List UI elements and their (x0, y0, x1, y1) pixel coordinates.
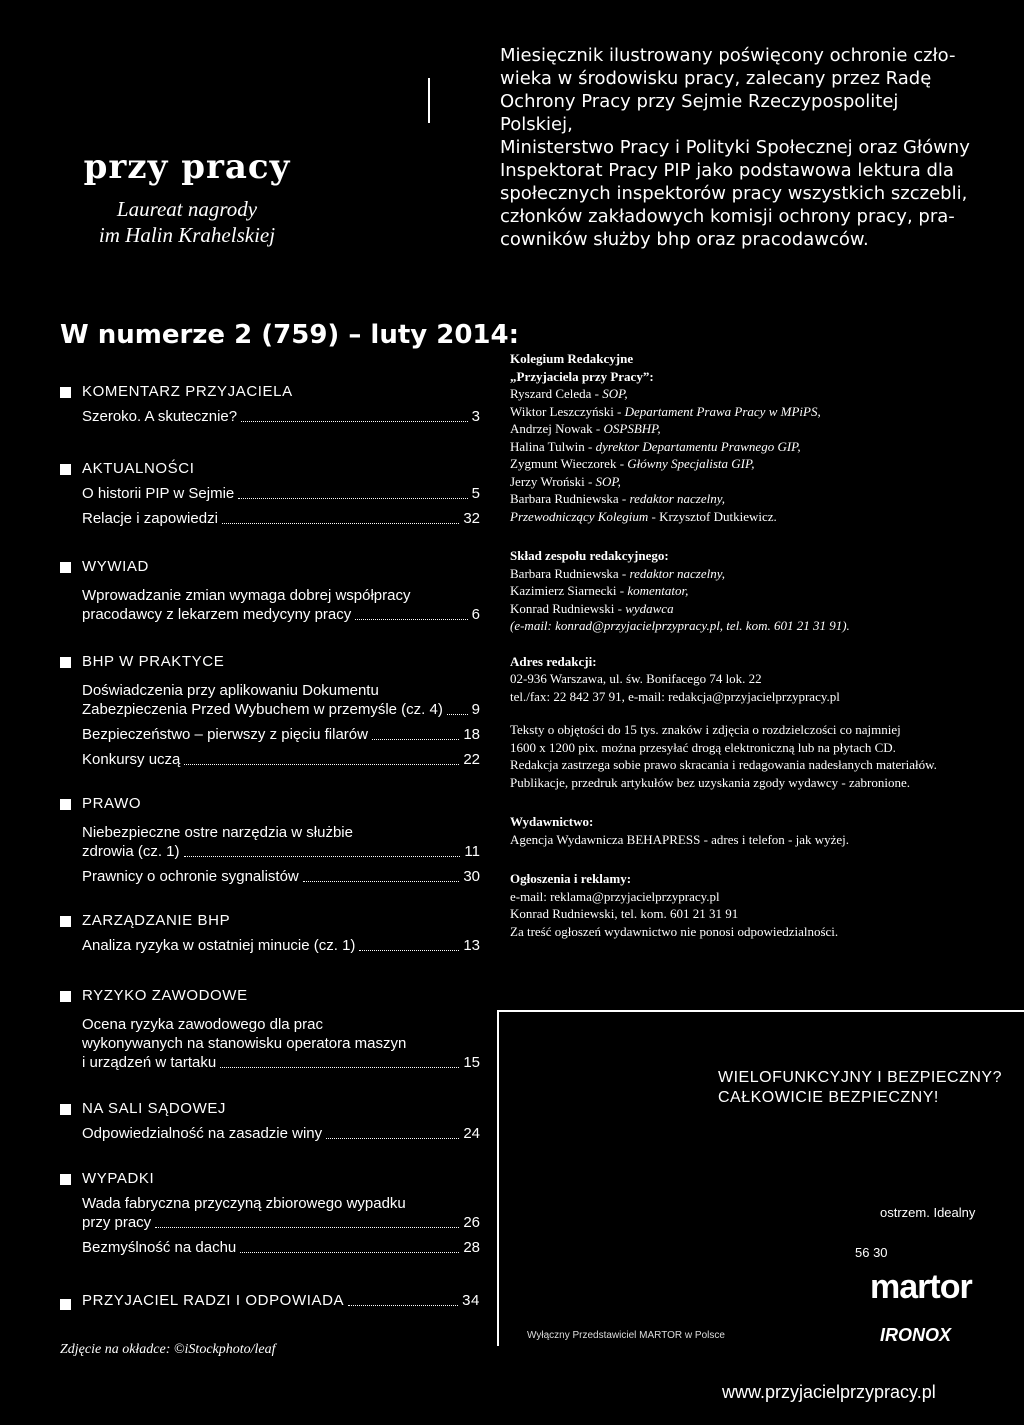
toc-section-wypadki (60, 1170, 480, 1257)
page-number: 28 (463, 1239, 480, 1256)
terms-line: 1600 x 1200 pix. można przesyłać drogą elektroniczną lub na płytach CD. (510, 739, 896, 755)
toc-entry[interactable]: Doświadczenia przy aplikowaniu Dokumentu Zabezpieczenia Przed Wybuchem w przemyśle (cz. 4) 9 (82, 682, 480, 718)
page-number: 30 (463, 868, 480, 885)
board-chair: Przewodniczący Kolegium - Krzysztof Dutkiewicz. (510, 508, 777, 524)
section-title: PRAWO (60, 795, 480, 813)
team-member: Kazimierz Siarnecki - komentator, (510, 583, 689, 598)
address-line: 02-936 Warszawa, ul. św. Bonifacego 74 lok. 22 (510, 671, 762, 686)
mission-line: Ministerstwo Pracy i Polityki Społecznej oraz Główny (500, 137, 970, 158)
ad-headline: WIELOFUNKCYJNY I BEZPIECZNY? CAŁKOWICIE BEZPIECZNY! (718, 1069, 1002, 1106)
board-heading-2: „Przyjaciela przy Pracy”: (510, 368, 654, 384)
award-caption (62, 196, 312, 248)
square-bullet-icon (60, 799, 71, 810)
page-number: 34 (462, 1292, 480, 1309)
vertical-rule (428, 78, 430, 123)
submission-terms (510, 721, 980, 791)
section-title: PRZYJACIEL RADZI I ODPOWIADA 34 (60, 1292, 480, 1310)
toc-entry[interactable]: Analiza ryzyka w ostatniej minucie (cz. 1) 13 (82, 937, 480, 954)
toc-section-przyjaciel-radzi[interactable] (60, 1292, 480, 1310)
section-title: NA SALI SĄDOWEJ (60, 1100, 480, 1118)
square-bullet-icon (60, 1174, 71, 1185)
toc-entry[interactable]: Szeroko. A skutecznie? 3 (82, 408, 480, 425)
toc-entry[interactable]: Niebezpieczne ostre narzędzia w służbie zdrowia (cz. 1) 11 (82, 824, 480, 860)
toc-entry[interactable]: Relacje i zapowiedzi 32 (82, 510, 480, 527)
toc-entry[interactable]: O historii PIP w Sejmie 5 (82, 485, 480, 502)
address-contact: tel./fax: 22 842 37 91, e-mail: redakcja@przyjacielprzypracy.pl (510, 688, 840, 704)
mission-line: Ochrony Pracy przy Sejmie Rzeczypospolitej Polskiej, (500, 91, 899, 135)
toc-section-aktualnosci (60, 460, 480, 528)
advertising-info (510, 870, 980, 940)
toc-section-bhp-w-praktyce (60, 653, 480, 769)
page-number: 18 (463, 726, 480, 743)
board-member: Barbara Rudniewska - redaktor naczelny, (510, 491, 726, 506)
terms-line: Redakcja zastrzega sobie prawo skracania i redagowania nadesłanych materiałów. (510, 757, 937, 772)
ad-phone: 56 30 (855, 1245, 888, 1260)
toc-section-ryzyko-zawodowe (60, 987, 480, 1072)
toc-section-zarzadzanie-bhp (60, 912, 480, 955)
toc-entry[interactable]: Wada fabryczna przyczyną zbiorowego wypadku przy pracy 26 (82, 1195, 480, 1231)
page-number: 22 (463, 751, 480, 768)
page-number: 26 (463, 1214, 480, 1231)
section-title: KOMENTARZ PRZYJACIELA (60, 383, 480, 401)
page-number: 6 (471, 606, 480, 623)
website-link[interactable]: www.przyjacielprzypracy.pl (722, 1382, 936, 1402)
publisher-name: Agencja Wydawnicza BEHAPRESS - adres i telefon - jak wyżej. (510, 831, 850, 847)
mission-statement (500, 44, 970, 251)
mission-line: cowników służby bhp oraz pracodawców. (500, 229, 869, 250)
team-member: Konrad Rudniewski - wydawca (510, 600, 674, 616)
editorial-info (510, 350, 980, 956)
team-heading: Skład zespołu redakcyjnego: (510, 548, 669, 563)
board-heading: Kolegium Redakcyjne (510, 351, 634, 366)
award-line-2: im Halin Krahelskiej (98, 223, 276, 247)
issue-heading: W numerze 2 (759) – luty 2014: (60, 320, 520, 350)
section-title: ZARZĄDZANIE BHP (60, 912, 480, 930)
page-number: 9 (471, 701, 480, 718)
toc-section-komentarz (60, 383, 480, 426)
square-bullet-icon (60, 387, 71, 398)
address-heading: Adres redakcji: (510, 653, 597, 669)
distributor-note: Wyłączny Przedstawiciel MARTOR w Polsce (527, 1330, 725, 1341)
page-number: 5 (471, 485, 480, 502)
page-number: 13 (463, 937, 480, 954)
square-bullet-icon (60, 464, 71, 475)
publisher-info (510, 813, 980, 848)
toc-section-wywiad (60, 558, 480, 624)
mission-line: Inspektorat Pracy PIP jako podstawowa lektura dla (500, 160, 954, 181)
editorial-address (510, 653, 980, 706)
page-number: 15 (463, 1054, 480, 1071)
square-bullet-icon (60, 991, 71, 1002)
board-member: Zygmunt Wieczorek - Główny Specjalista GIP, (510, 456, 755, 471)
mission-line: członków zakładowych komisji ochrony pracy, pra- (500, 206, 955, 227)
ironox-logo: IRONOX (880, 1325, 952, 1345)
terms-line: Publikacje, przedruk artykułów bez uzyskania zgody wydawcy - zabronione. (510, 774, 910, 790)
square-bullet-icon (60, 916, 71, 927)
publisher-heading: Wydawnictwo: (510, 814, 594, 829)
editorial-board (510, 350, 980, 525)
toc-entry[interactable]: Bezpieczeństwo – pierwszy z pięciu filarów 18 (82, 726, 480, 743)
toc-entry[interactable]: Wprowadzanie zmian wymaga dobrej współpracy pracodawcy z lekarzem medycyny pracy 6 (82, 587, 480, 623)
board-member: Wiktor Leszczyński - Departament Prawa Pracy w MPiPS, (510, 403, 821, 419)
ads-email: e-mail: reklama@przyjacielprzypracy.pl (510, 888, 720, 904)
board-member: Jerzy Wroński - SOP, (510, 473, 621, 489)
toc-section-prawo (60, 795, 480, 886)
editorial-team (510, 547, 980, 635)
ads-disclaimer: Za treść ogłoszeń wydawnictwo nie ponosi odpowiedzialności. (510, 923, 839, 939)
team-member: Barbara Rudniewska - redaktor naczelny, (510, 565, 726, 581)
section-title: WYWIAD (60, 558, 480, 576)
square-bullet-icon (60, 1299, 71, 1310)
board-member: Ryszard Celeda - SOP, (510, 386, 628, 401)
toc-entry[interactable]: Konkursy uczą 22 (82, 751, 480, 768)
mission-line: społecznych inspektorów pracy wszystkich szczebli, (500, 183, 968, 204)
section-title: BHP W PRAKTYCE (60, 653, 480, 671)
toc-entry[interactable]: Odpowiedzialność na zasadzie winy 24 (82, 1125, 480, 1142)
ad-snippet: ostrzem. Idealny (880, 1205, 976, 1220)
page-number: 11 (464, 843, 480, 860)
ads-contact: Konrad Rudniewski, tel. kom. 601 21 31 91 (510, 906, 739, 921)
section-title: WYPADKI (60, 1170, 480, 1188)
masthead (62, 147, 312, 248)
square-bullet-icon (60, 562, 71, 573)
page-number: 24 (463, 1125, 480, 1142)
square-bullet-icon (60, 1104, 71, 1115)
page-number: 3 (471, 408, 480, 425)
square-bullet-icon (60, 657, 71, 668)
mission-line: Miesięcznik ilustrowany poświęcony ochronie czło- (500, 45, 956, 66)
toc-entry[interactable]: Ocena ryzyka zawodowego dla prac wykonywanych na stanowisku operatora maszyn i urządzeń w tartaku 15 (82, 1016, 480, 1071)
toc-entry[interactable]: Prawnicy o ochronie sygnalistów 30 (82, 868, 480, 885)
board-member: Andrzej Nowak - OSPSBHP, (510, 421, 661, 436)
terms-line: Teksty o objętości do 15 tys. znaków i zdjęcia o rozdzielczości co najmniej (510, 722, 901, 737)
mission-line: wieka w środowisku pracy, zalecany przez Radę (500, 68, 932, 89)
board-member: Halina Tulwin - dyrektor Departamentu Prawnego GIP, (510, 438, 801, 454)
toc-entry[interactable]: Bezmyślność na dachu 28 (82, 1239, 480, 1256)
martor-logo: martor (870, 1268, 972, 1306)
toc-section-na-sali-sadowej (60, 1100, 480, 1143)
award-line-1: Laureat nagrody (116, 197, 258, 221)
magazine-title: przy pracy (83, 147, 291, 187)
section-title: RYZYKO ZAWODOWE (60, 987, 480, 1005)
section-title: AKTUALNOŚCI (60, 460, 480, 478)
ads-heading: Ogłoszenia i reklamy: (510, 871, 632, 886)
page-number: 32 (463, 510, 480, 527)
team-contact: (e-mail: konrad@przyjacielprzypracy.pl, tel. kom. 601 21 31 91). (510, 618, 850, 633)
photo-credit: Zdjęcie na okładce: ©iStockphoto/leaf (60, 1342, 276, 1357)
